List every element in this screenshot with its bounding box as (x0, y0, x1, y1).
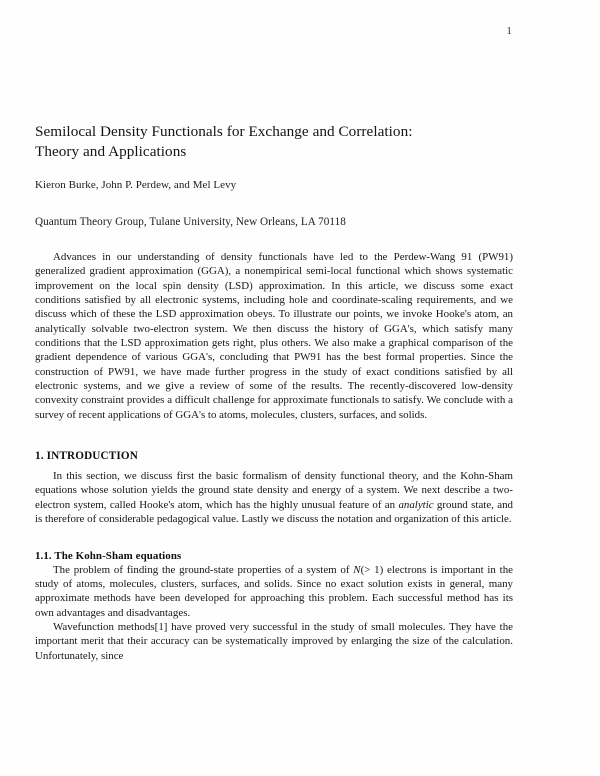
ks-text-part-1: The problem of finding the ground-state properties of a system of (53, 563, 354, 576)
page-title (35, 122, 513, 161)
kohn-sham-paragraph-1 (35, 563, 513, 620)
title-line-1: Semilocal Density Functionals for Exchange and Correlation: (35, 123, 413, 140)
math-variable-n: N (353, 563, 361, 576)
ks-text-part-2: (> 1) electrons is important in the study of atoms, molecules, clusters, surfaces, and solids. Since no exact solution exists in general, many approximate methods have been developed for approaching this problem. Each successful method has its own advantages and disadvantages. (35, 563, 513, 619)
abstract-paragraph: Advances in our understanding of density functionals have led to the Perdew-Wang 91 (PW91) generalized gradient approximation (GGA), a nonempirical semi-local functional which shows systematic improvement on the local spin density (LSD) approximation. In this article, we discuss some exact conditions satisfied by all electronic systems, including hole and coordinate-scaling requirements, and we discuss which of these the LSD approximation obeys. To illustrate our points, we invoke Hooke's atom, an analytically solvable two-electron system. We then discuss the history of GGA's, which satisfy many conditions that the LSD approximation gets right, plus others. We also make a graphical comparison of the gradient dependence of various GGA's, concluding that PW91 has the best formal properties. Since the construction of PW91, we have made further progress in the study of exact conditions satisfied by all electronic systems, and we give a review of some of the results. The recently-discovered low-density convexity constraint provides a difficult challenge for approximate functionals to satisfy. We conclude with a survey of recent applications of GGA's to atoms, molecules, clusters, surfaces, and solids. (35, 251, 513, 421)
introduction-paragraph (35, 469, 513, 526)
page-content (35, 122, 513, 663)
subsection-heading-text: 1.1. The Kohn-Sham equations (35, 549, 182, 562)
kohn-sham-paragraph-2: Wavefunction methods[1] have proved very successful in the study of small molecules. They have the important merit that their accuracy can be systematically improved by enlarging the size of the calculation. Unfortunately, since (35, 620, 513, 662)
affiliation-line: Quantum Theory Group, Tulane University, New Orleans, LA 70118 (35, 216, 346, 228)
intro-emphasis-analytic: analytic (398, 498, 434, 511)
subsection-heading-kohn-sham (35, 549, 513, 563)
author-list: Kieron Burke, John P. Perdew, and Mel Levy (35, 179, 237, 191)
intro-text-part-2: ground state, and is therefore of considerable pedagogical value. Lastly we discuss the notation and organization of this article. (35, 498, 513, 526)
title-line-2: Theory and Applications (35, 142, 187, 160)
section-heading-introduction: 1. INTRODUCTION (35, 450, 138, 463)
intro-text-part-1: In this section, we discuss first the basic formalism of density functional theory, and the Kohn-Sham equations whose solution yields the ground state density and energy of a system. We next describe a two-electron system, called Hooke's atom, which has the highly unusual feature of an (35, 470, 513, 511)
page-number: 1 (506, 26, 512, 37)
